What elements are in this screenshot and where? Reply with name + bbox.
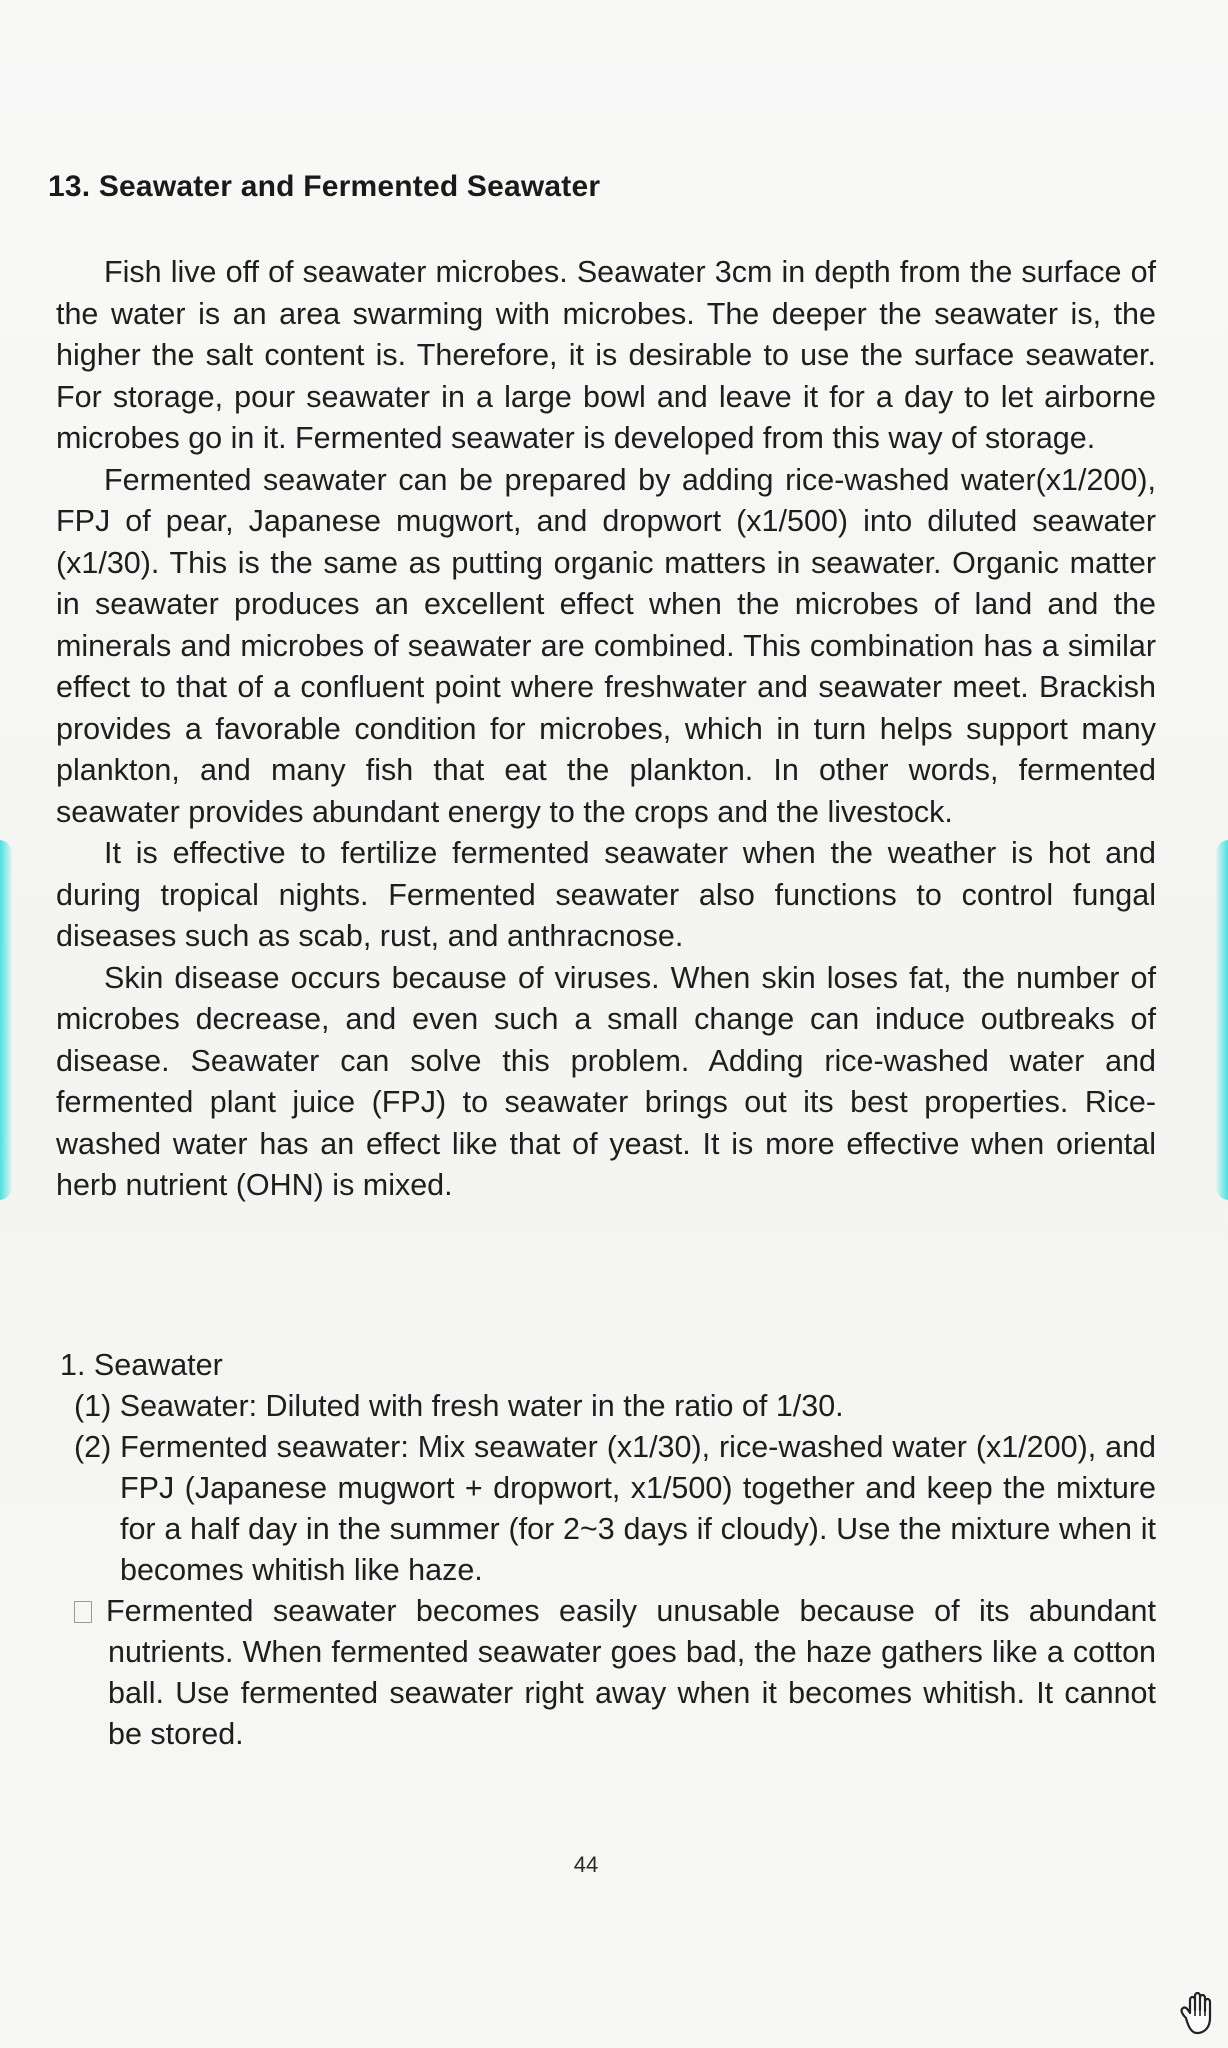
list-item: (2) Fermented seawater: Mix seawater (x1/30), rice-washed water (x1/200), and FPJ (Japanese mugwort + dropwort, x1/500) together and keep the mixture for a half day in the summer (for 2~3 days if cloudy). Use the mixture when it becomes whitish like haze. [74,1430,1156,1587]
checkbox-icon [74,1601,92,1623]
right-edge-tab-marker [1216,840,1228,1200]
section-title: 13. Seawater and Fermented Seawater [48,170,601,203]
list-item: (1) Seawater: Diluted with fresh water in the ratio of 1/30. [74,1389,844,1423]
list-heading: 1. Seawater [60,1348,223,1382]
page-number: 44 [573,1852,599,1877]
paragraph: It is effective to fertilize fermented seawater when the weather is hot and during tropical nights. Fermented seawater also functions to control fungal diseases such as scab, rust, and anthracnose. [56,836,1156,953]
paragraph: Skin disease occurs because of viruses. When skin loses fat, the number of microbes decrease, and even such a small change can induce outbreaks of disease. Seawater can solve this problem. Adding rice-washed water and fermented plant juice (FPJ) to seawater brings out its best properties. Rice-washed water has an effect like that of yeast. It is more effective when oriental herb nutrient (OHN) is mixed. [56,960,1156,1202]
paragraph: Fish live off of seawater microbes. Seawater 3cm in depth from the surface of the water is an area swarming with microbes. The deeper the seawater is, the higher the salt content is. Therefore, it is desirable to use the surface seawater. For storage, pour seawater in a large bowl and leave it for a day to let airborne microbes go in it. Fermented seawater is developed from this way of storage. [56,255,1156,455]
note-text: Fermented seawater becomes easily unusable because of its abundant nutrients. When fermented seawater goes bad, the haze gathers like a cotton ball. Use fermented seawater right away when it becomes whitish. It cannot be stored. [106,1594,1156,1751]
seawater-list [60,1345,1156,1755]
left-edge-tab-marker [0,840,12,1200]
note-item [60,1591,1156,1755]
hand-icon [1176,1988,1222,2036]
body-text [56,252,1156,1207]
paragraph: Fermented seawater can be prepared by adding rice-washed water(x1/200), FPJ of pear, Japanese mugwort, and dropwort (x1/500) into diluted seawater (x1/30). This is the same as putting organic matters in seawater. Organic matter in seawater produces an excellent effect when the microbes of land and the minerals and microbes of seawater are combined. This combination has a similar effect to that of a confluent point where freshwater and seawater meet. Brackish provides a favorable condition for microbes, which in turn helps support many plankton, and many fish that eat the plankton. In other words, fermented seawater provides abundant energy to the crops and the livestock. [56,462,1156,829]
